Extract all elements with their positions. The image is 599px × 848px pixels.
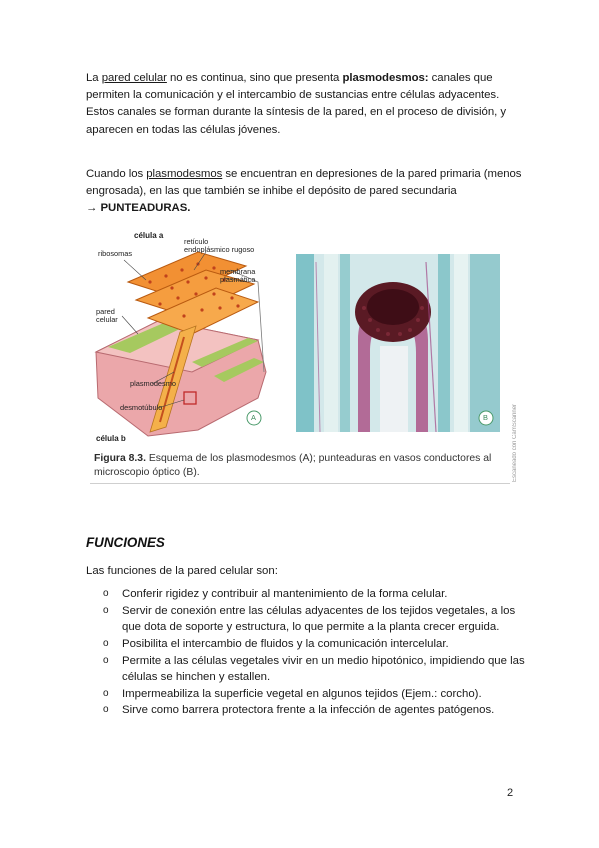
term-pared-celular: pared celular — [101, 72, 167, 84]
label-plasmodesma: plasmodesmo — [130, 379, 177, 388]
list-item-text: Permite a las células vegetales vivir en un medio hipotónico, impidiendo que las células se hinchen y estallen. — [122, 654, 525, 683]
text-span: canales que permiten la comunicación y el intercambio de sustancias entre células adyacentes. Estos canales se forman durante la síntesis de la pared, en el proceso de división, y aparecen en todas las células jóvenes. — [86, 72, 506, 136]
list-item-text: Conferir rigidez y contribuir al mantenimiento de la forma celular. — [122, 588, 448, 600]
label-desmotubule: desmotúbulo — [120, 403, 163, 412]
arrow-icon: → — [86, 202, 98, 215]
list-item — [86, 702, 526, 718]
term-plasmodesmos-bold: plasmodesmos: — [342, 72, 429, 84]
section-intro: Las funciones de la pared celular son: — [86, 565, 278, 577]
functions-list — [86, 586, 526, 719]
text-span: La — [86, 72, 102, 84]
figure-caption — [94, 452, 512, 479]
bullet-icon: o — [103, 654, 109, 666]
section-heading: FUNCIONES — [86, 535, 165, 550]
list-item — [86, 686, 526, 702]
term-plasmodesmos: plasmodesmos — [146, 168, 223, 180]
label-ribosomes: ribosomas — [98, 249, 133, 258]
bullet-icon: o — [103, 687, 109, 699]
term-punteaduras: PUNTEADURAS. — [100, 202, 191, 215]
list-item-text: Impermeabiliza la superficie vegetal en algunos tejidos (Ejem.: corcho). — [122, 687, 482, 700]
label-rough-er: retículo endoplásmico rugoso — [184, 237, 255, 255]
list-item-text: Sirve como barrera protectora frente a la infección de agentes patógenos. — [122, 704, 495, 717]
label-cell-wall: pared celular — [96, 307, 118, 325]
label-plasma-membrane: membrana plasmática — [220, 267, 256, 285]
bullet-icon: o — [103, 704, 109, 716]
paragraph-punteaduras — [86, 166, 526, 218]
bullet-icon: o — [103, 588, 109, 599]
paragraph-plasmodesmos — [86, 70, 526, 139]
list-item — [86, 603, 526, 635]
list-item — [86, 653, 526, 685]
micrograph-panel-b — [296, 254, 500, 432]
list-item — [86, 636, 526, 652]
list-item-text: Posibilita el intercambio de fluidos y la comunicación intercelular. — [122, 637, 449, 650]
list-item — [86, 586, 526, 602]
label-panel-a: A — [251, 413, 256, 422]
text-span: se encuentran en depresiones de la pared primaria (menos engrosada), en las que también se inhibe el depósito de pared secundaria — [86, 168, 522, 198]
figure-divider — [90, 483, 510, 484]
bullet-icon: o — [103, 637, 109, 649]
scanner-watermark: Escaneado con CamScanner — [512, 403, 518, 482]
text-span: no es continua, sino que presenta — [166, 72, 343, 84]
caption-text: Esquema de los plasmodesmos (A); punteaduras en vasos conductores al microscopio óptico (B). — [94, 453, 492, 478]
figure-illustration — [88, 222, 516, 452]
page-number: 2 — [507, 787, 514, 799]
figure-number: Figura 8.3. — [94, 453, 146, 464]
text-span: Cuando los — [86, 168, 147, 180]
label-cell-a: célula a — [134, 231, 164, 240]
figure-plasmodesmos — [88, 222, 516, 486]
label-panel-b: B — [483, 413, 488, 422]
list-item-text: Servir de conexión entre las células adyacentes de los tejidos vegetales, a los que dota de soporte y estructura, lo que permite a la planta crecer erguida. — [122, 604, 516, 633]
label-cell-b: célula b — [96, 434, 126, 443]
bullet-icon: o — [103, 604, 109, 616]
